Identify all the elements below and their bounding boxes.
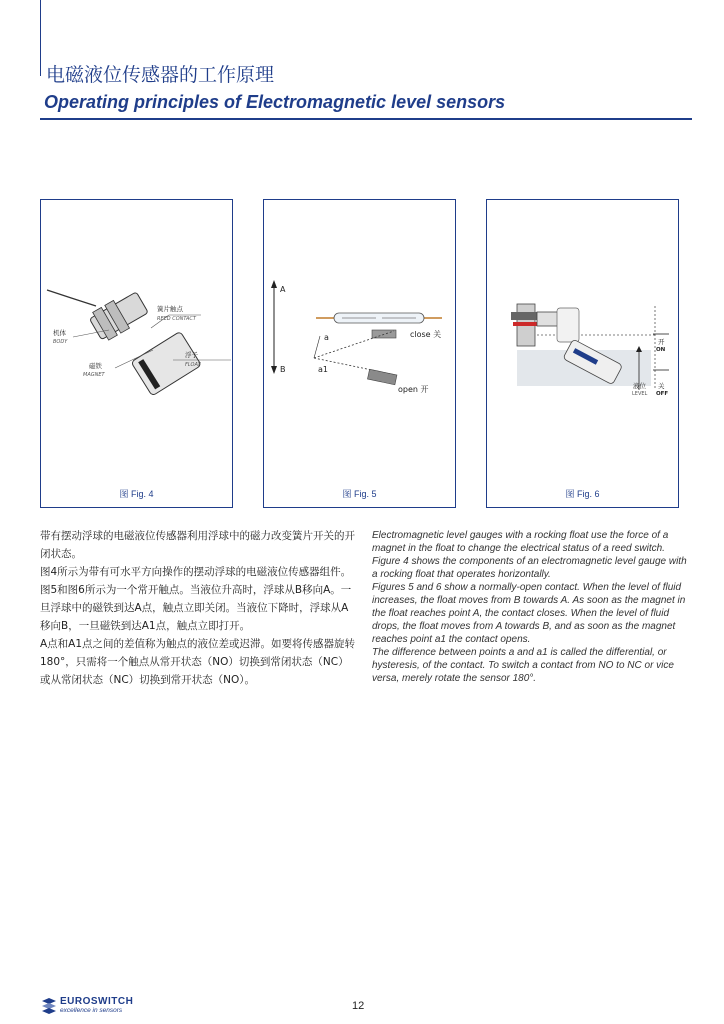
figure-6-caption: 图 Fig. 6 [565,489,600,499]
body-en-paragraph: Figure 4 shows the components of an electromagnetic level gauge with a rocking float that operates horizontally. [372,556,687,580]
reed-label-en: REED CONTACT [157,316,196,322]
body-text-chinese [40,527,358,689]
on-label-cn: 开 [658,338,665,346]
body-cn-paragraph: 带有摆动浮球的电磁液位传感器利用浮球中的磁力改变簧片开关的开闭状态。 [40,530,355,560]
point-a1-label: a1 [318,365,328,374]
body-cn-paragraph: 图4所示为带有可水平方向操作的摆动浮球的电磁液位传感器组件。 [40,566,352,578]
body-en-paragraph: Electromagnetic level gauges with a rocking float use the force of a magnet in the float to change the electrical status of a reed switch. [372,530,669,554]
header-divider [40,118,692,120]
magnet-label-cn: 磁铁 [89,362,102,370]
figure-4-caption: 图 Fig. 4 [119,489,154,499]
point-a-small-label: a [324,333,329,342]
figure-4-illustration [41,200,234,480]
body-cn-paragraph: 图5和图6所示为一个常开触点。当液位升高时，浮球从B移向A。一旦浮球中的磁铁到达A点，触点立即关闭。当液位下降时，浮球从A移向B，一旦磁铁到达A1点，触点立即打开。 [40,584,352,632]
off-label-cn: 关 [658,382,665,390]
euroswitch-logo [40,996,134,1018]
on-label-en: ON [656,347,666,353]
level-label-cn: 液位 [633,382,646,390]
open-label: open 开 [398,385,429,394]
figure-6-illustration [487,200,680,480]
level-label-en: LEVEL [632,391,648,397]
figure-5-illustration [264,200,457,480]
body-label-cn: 机体 [53,329,66,337]
page-title-chinese: 电磁液位传感器的工作原理 [46,64,275,86]
body-en-paragraph: The difference between points a and a1 is called the differential, or hysteresis, of the contact. To switch a contact from NO to NC or vice versa, merely rotate the sensor 180°. [372,647,674,684]
figure-5-caption: 图 Fig. 5 [342,489,377,499]
reed-label-cn: 簧片触点 [157,305,183,313]
figure-6 [486,199,679,508]
page-title-english: Operating principles of Electromagnetic level sensors [44,92,506,112]
float-label-cn: 浮子 [185,351,198,359]
logo-name: EUROSWITCH [60,996,134,1007]
logo-mark-icon [40,996,58,1014]
off-label-en: OFF [656,391,669,397]
body-label-en: BODY [53,339,68,345]
body-cn-paragraph: A点和A1点之间的差值称为触点的液位差或迟滞。如要将传感器旋转180°，只需将一个触点从常开状态（NO）切换到常闭状态（NC）或从常闭状态（NC）切换到常开状态（NO）。 [40,638,356,686]
figure-4 [40,199,233,508]
figure-5 [263,199,456,508]
header-vertical-line [40,0,41,76]
point-a-label: A [280,285,286,294]
float-label-en: FLOAT [185,362,201,368]
body-text-english [372,529,688,685]
point-b-label: B [280,365,286,374]
body-en-paragraph: Figures 5 and 6 show a normally-open contact. When the level of fluid increases, the float moves from B towards A. As soon as the magnet in the float reaches point A, the contact closes. When the level of fluid drops, the float moves from A towards B, and as soon as the magnet reaches point a1 the contact opens. [372,582,686,645]
magnet-label-en: MAGNET [83,372,105,378]
page-number: 12 [352,1000,365,1012]
close-label: close 关 [410,330,442,339]
logo-tagline: excellence in sensors [60,1007,123,1014]
